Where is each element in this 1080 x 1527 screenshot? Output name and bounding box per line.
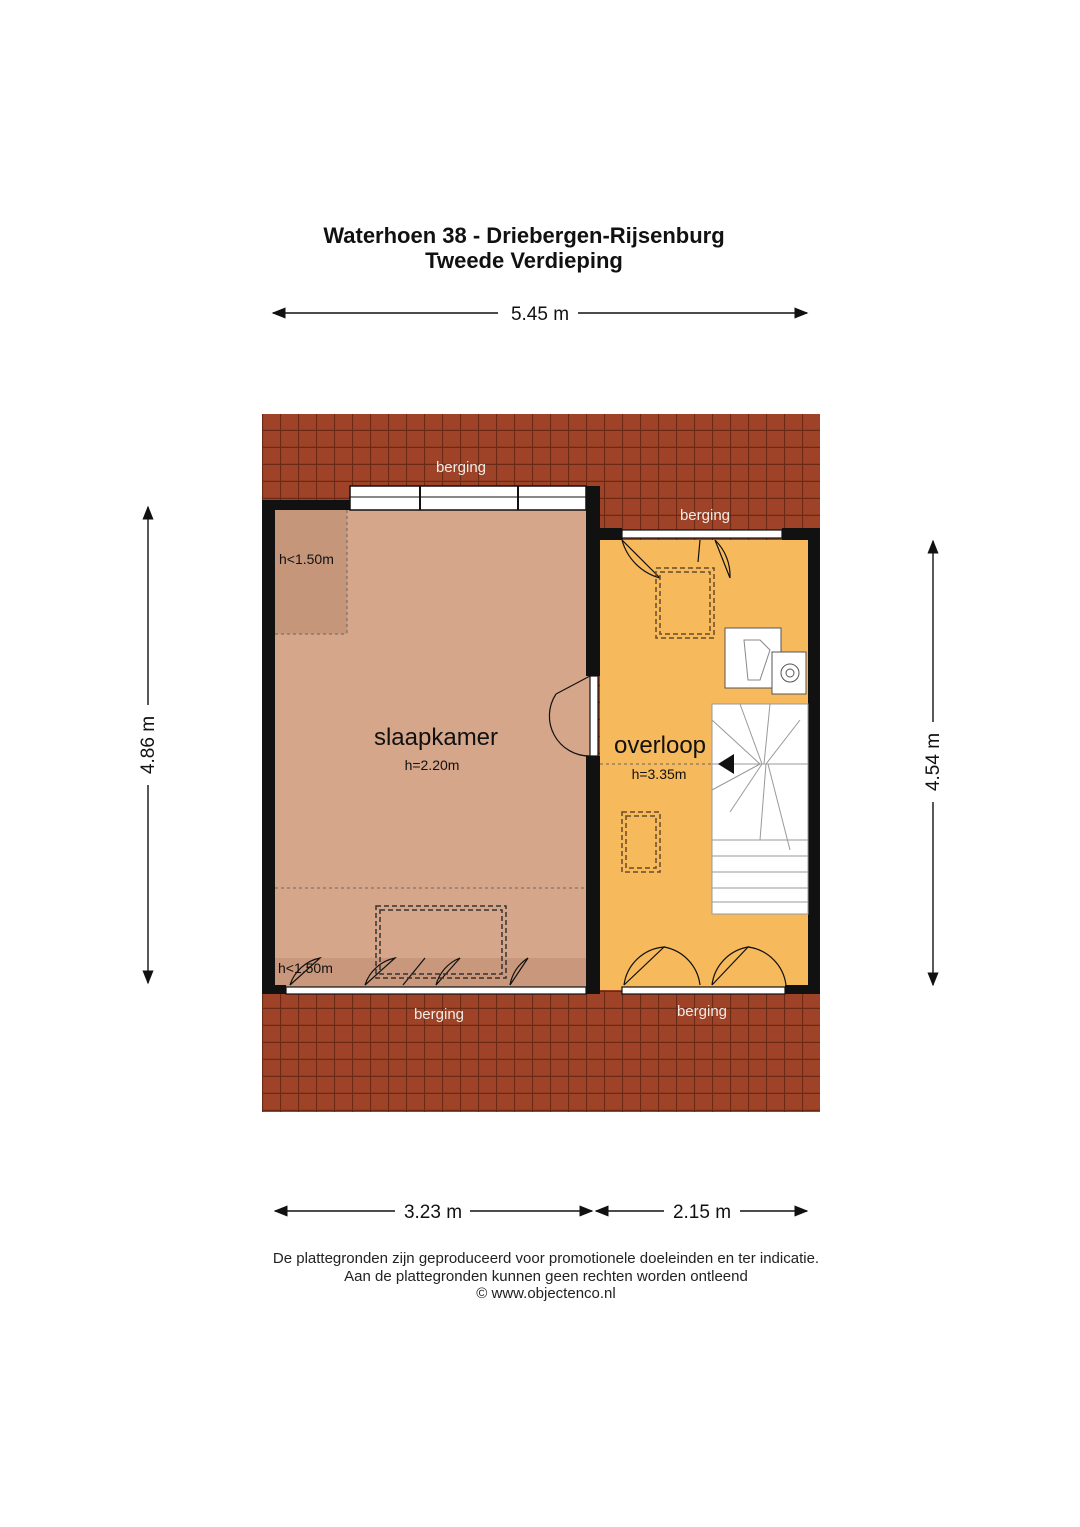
dimension-bottom-right [596, 1202, 807, 1223]
dimension-bottom-left-label: 3.23 m [403, 1202, 463, 1223]
disclaimer-line-2: Aan de plattegronden kunnen geen rechten worden ontleend [344, 1268, 748, 1285]
dimension-bottom-right-label: 2.15 m [672, 1202, 732, 1223]
storage-label-top-right: berging [679, 507, 731, 524]
dimension-right-height [923, 541, 944, 985]
landing-name: overloop [613, 732, 707, 759]
dimension-right-height-label: 4.54 m [923, 732, 944, 792]
bedroom-height: h=2.20m [404, 757, 460, 773]
storage-label-top-left: berging [435, 459, 487, 476]
dimension-bottom-left [275, 1202, 592, 1223]
bedroom-name: slaapkamer [373, 724, 499, 751]
disclaimer-line-1: De plattegronden zijn geproduceerd voor promotionele doeleinden en ter indicatie. [272, 1250, 820, 1267]
storage-label-bottom-right: berging [676, 1003, 728, 1020]
dormer-window [350, 486, 586, 510]
low-ceiling-label-top: h<1.50m [279, 551, 334, 567]
low-ceiling-label-bottom: h<1.50m [278, 960, 333, 976]
dimension-total-width [273, 304, 807, 325]
dimension-left-height-label: 4.86 m [138, 715, 159, 775]
dimension-left-height [138, 507, 159, 983]
dimension-total-width-label: 5.45 m [510, 304, 570, 325]
page-title: Waterhoen 38 - Driebergen-Rijsenburg [323, 223, 725, 248]
copyright-line: © www.objectenco.nl [476, 1285, 616, 1302]
staircase [712, 704, 808, 914]
floor-subtitle: Tweede Verdieping [425, 248, 623, 273]
landing-height: h=3.35m [631, 766, 687, 782]
storage-label-bottom-left: berging [413, 1006, 465, 1023]
